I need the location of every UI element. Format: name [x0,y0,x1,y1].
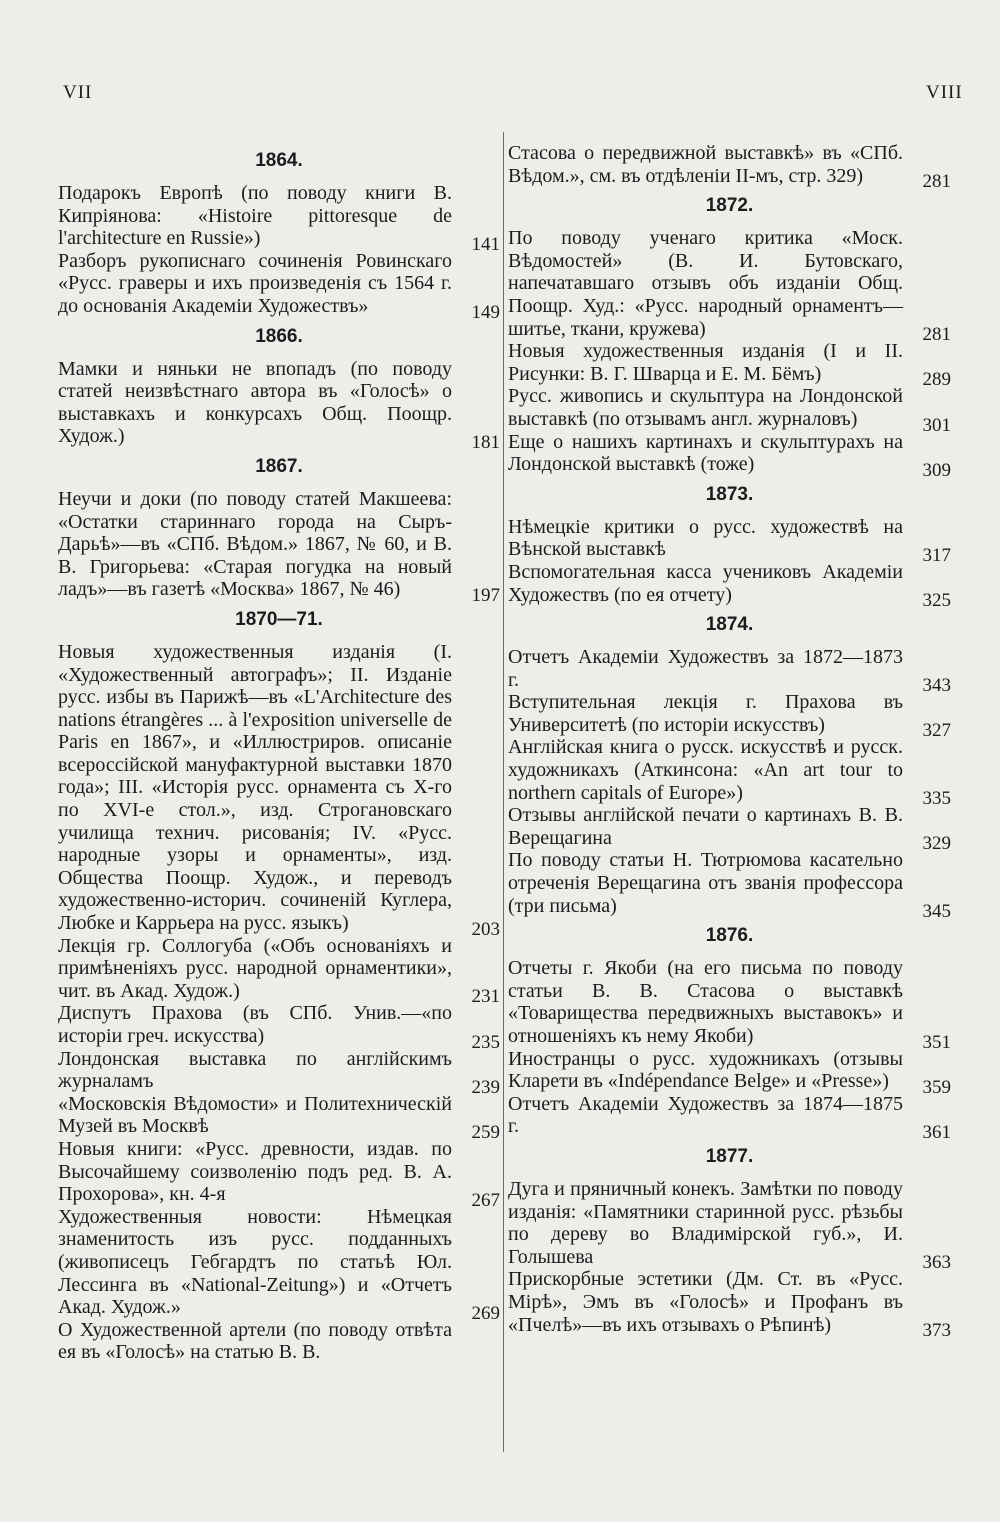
entry-title: Отчетъ Академіи Художествъ за 1874—1875 г. [508,1092,903,1138]
entry-page-number: 181 [471,431,500,453]
entry-title: По поводу статьи Н. Тютрюмова касательно отреченія Верещагина отъ званія профессора (три письма) [508,849,903,917]
entry-title: Дуга и пряничный конекъ. Замѣтки по поводу изданія: «Памятники старинной русс. рѣзьбы по дереву во Владимірской губ.», И. Голышева [508,1177,903,1268]
entry-title: Лондонская выставка по англійскимъ журналамъ [58,1047,452,1093]
entry-title: Прискорбные эстетики (Дм. Ст. въ «Русс. Мірѣ», Эмъ въ «Голосѣ» и Профанъ въ «Пчелѣ»—въ ихъ отзывахъ о Рѣпинѣ) [508,1268,903,1336]
toc-entry [58,487,500,606]
toc-entry [58,1092,500,1143]
toc-entry [58,934,500,1008]
entry-page-number: 343 [922,675,951,697]
toc-entry [508,515,951,566]
entry-title: Новыя художественныя изданія (I и II. Рисунки: В. Г. Шварца и Е. М. Бёмъ) [508,340,903,385]
entry-page-number: 359 [922,1076,951,1098]
entry-title: Новыя художественныя изданія (I. «Художественный автографъ»; II. Изданіе русс. избы въ Парижѣ—въ «L'Architecture des nations étrangères ... à l'exposition universelle de Paris en 1867», и «Иллюстриров. описаніе всероссійской мануфактурной выставки 1870 года»; III. «Исторія русс. орнамента съ X-го по XVI-е стол.», изд. Строгановскаго училища технич. рисованія; IV. «Русс. народные узоры и орнаменты», изд. Общества Поощр. Худож., и переводъ художественно-историч. сочиненій Куглера, Любке и Каррьера на русс. языкъ) [58,640,452,935]
entry-title: Вспомогательная касса учениковъ Академіи Художествъ (по ея отчету) [508,560,903,606]
year-heading: 1872. [705,195,754,217]
entry-title: Отчетъ Академіи Художествъ за 1872—1873 г. [508,646,903,691]
entry-title: Русс. живопись и скульптура на Лондонской выставкѣ (по отзывамъ англ. журналовъ) [508,385,903,430]
entry-page-number: 351 [922,1031,951,1053]
entry-title: По поводу ученаго критика «Моск. Вѣдомостей» (В. И. Бутовскаго, напечатавшаго отзывъ объ изданіи Общ. Поощр. Худ.: «Русс. народный орнаментъ—шитье, ткани, кружева) [508,227,903,340]
entry-page-number: 301 [922,414,951,436]
toc-entry [508,1268,951,1342]
toc-entry [508,646,951,697]
entry-title: Художественныя новости: Нѣмецкая знаменитость изъ русс. подданныхъ (живописецъ Гебгардтъ по статьѣ Юл. Лессинга въ «National-Zeitung») и «Отчетъ Акад. Худож.» [58,1205,452,1319]
year-heading: 1877. [705,1145,754,1167]
year-heading: 1874. [705,614,754,636]
right-column [508,142,951,1342]
entry-page-number: 235 [471,1031,500,1053]
entry-page-number: 289 [922,369,951,391]
toc-entry [508,1047,951,1098]
entry-page-number: 329 [922,833,951,855]
entry-page-number: 309 [922,459,951,481]
entry-page-number: 325 [922,590,951,612]
year-heading: 1864. [255,150,303,171]
toc-entry [508,957,951,1053]
entry-page-number: 363 [922,1252,951,1274]
year-heading: 1876. [705,925,754,947]
toc-entry [508,340,951,391]
toc-entry [58,357,500,453]
entry-title: Еще о нашихъ картинахъ и скульптурахъ на Лондонской выставкѣ (тоже) [508,430,903,476]
toc-entry [58,640,500,940]
entry-title: Стасова о передвижной выставкѣ» въ «СПб. Вѣдом.», см. въ отдѣленіи II-мъ, стр. 329) [508,142,903,187]
toc-entry [58,1047,500,1098]
toc-entry [508,1177,951,1274]
entry-page-number: 203 [471,918,500,940]
entry-title: Отчеты г. Якоби (на его письма по поводу статьи В. В. Стасова о выставкѣ «Товарищества передвижныхъ выставокъ» и отношеніяхъ къ нему Якоби) [508,957,903,1047]
entry-title: Англійская книга о русск. искусствѣ и русск. художникахъ (Аткинсона: «An art tour to northern capitals of Europe») [508,736,903,804]
page-number-left: VII [63,82,93,103]
toc-entry [58,1137,500,1211]
entry-title: Вступительная лекція г. Прахова въ Университетѣ (по исторіи искусствъ) [508,691,903,736]
entry-title: «Московскія Вѣдомости» и Политехническій Музей въ Москвѣ [58,1092,452,1138]
entry-title: Неучи и доки (по поводу статей Макшеева: «Остатки стариннаго города на Сыръ-Дарьѣ»—въ «СПб. Вѣдом.» 1867, № 60, и В. В. Григорьева: «Старая погудка на новый ладъ»—въ газетѣ «Москва» 1867, № 46) [58,487,452,601]
entry-page-number: 269 [471,1302,500,1324]
toc-entry [508,804,951,855]
entry-title: Лекція гр. Соллогуба («Объ основаніяхъ и примѣненіяхъ русс. народной орнаментики», чит. въ Акад. Худож.) [58,934,452,1002]
page-number-right: VIII [926,82,963,103]
toc-entry [58,1002,500,1053]
entry-page-number: 231 [471,986,500,1008]
entry-page-number: 281 [922,324,951,346]
toc-entry [508,560,951,612]
toc-entry [58,1205,500,1324]
entry-title: О Художественной артели (по поводу отвѣта ея въ «Голосѣ» на статью В. В. [58,1318,452,1364]
entry-page-number: 149 [471,301,500,323]
toc-entry [508,1092,951,1143]
toc-entry [508,430,951,481]
entry-title: Иностранцы о русс. художникахъ (отзывы Кларети въ «Indépendance Belge» и «Presse») [508,1047,903,1093]
year-heading: 1867. [255,455,303,477]
column-divider [503,132,504,1452]
toc-entry [508,227,951,346]
entry-page-number: 327 [922,720,951,742]
toc-entry [58,182,500,255]
entry-title: Нѣмецкіе критики о русс. художествѣ на Вѣнской выставкѣ [508,515,903,561]
toc-entry [508,385,951,436]
year-heading: 1866. [255,325,303,347]
entry-page-number: 239 [471,1076,500,1098]
entry-title: Новыя книги: «Русс. древности, издав. по Высочайшему соизволенію подъ ред. В. А. Прохорова», кн. 4-я [58,1137,452,1206]
entry-page-number: 259 [471,1121,500,1143]
entry-page-number: 335 [922,788,951,810]
entry-page-number: 317 [922,544,951,566]
entry-title: Подарокъ Европѣ (по поводу книги В. Кипріянова: «Histoire pittoresque de l'architecture en Russie») [58,182,452,250]
toc-entry [58,249,500,323]
entry-page-number: 141 [471,233,500,255]
toc-entry [508,849,951,923]
entry-title: Отзывы англійской печати о картинахъ В. В. Верещагина [508,804,903,849]
entry-page-number: 267 [471,1189,500,1211]
year-heading: 1873. [705,483,754,505]
entry-title: Мамки и няньки не впопадъ (по поводу статей неизвѣстнаго автора въ «Голосѣ» о выставкахъ и конкурсахъ Общ. Поощр. Худож.) [58,357,452,448]
entry-title: Разборъ рукописнаго сочиненія Ровинскаго «Русс. граверы и ихъ произведенія съ 1564 г. до основанія Академіи Художествъ» [58,249,452,317]
entry-page-number: 345 [922,901,951,923]
entry-page-number: 373 [922,1320,951,1342]
entry-page-number: 361 [922,1121,951,1143]
toc-entry [508,142,951,193]
toc-entry [508,691,951,742]
entry-page-number: 197 [471,584,500,606]
toc-entry [58,1319,500,1364]
entry-page-number: 281 [922,171,951,193]
entry-title: Диспутъ Прахова (въ СПб. Унив.—«по исторіи греч. искусства) [58,1002,452,1047]
year-heading: 1870—71. [235,608,323,630]
toc-entry [508,736,951,810]
left-column [58,142,500,1364]
